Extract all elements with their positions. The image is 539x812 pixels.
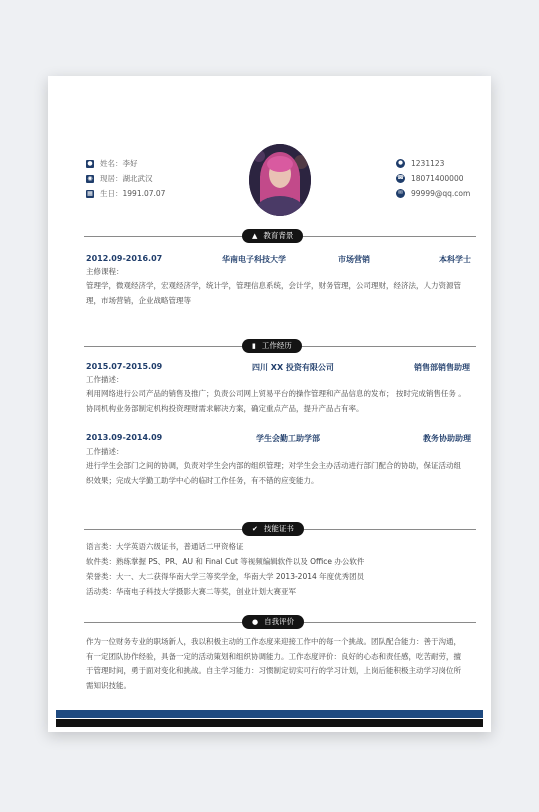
job-period: 2015.07-2015.09 [86, 362, 163, 371]
job-desc-label: 工作描述： [86, 375, 124, 384]
section-title-pill [242, 615, 304, 629]
evaluation-title: 自我评价 [264, 617, 295, 626]
person-icon: ● [252, 618, 259, 626]
home-row [86, 172, 165, 185]
education-title: 教育背景 [263, 231, 294, 240]
name-label: 姓名： [100, 159, 123, 168]
birth-row [86, 187, 165, 200]
footer-bar-blue [56, 710, 483, 718]
personal-info-left [86, 157, 165, 202]
email-row [396, 187, 470, 200]
work-title: 工作经历 [261, 341, 292, 350]
job-period: 2013.09-2014.09 [86, 433, 163, 442]
person-icon: ● [87, 159, 93, 167]
home-value: 湖北武汉 [122, 174, 153, 183]
graduation-cap-icon: ▲ [252, 232, 258, 240]
location-icon: ◉ [87, 174, 93, 182]
qq-row [396, 157, 470, 170]
education-school: 华南电子科技大学 [222, 255, 286, 264]
mail-icon: ✉ [396, 189, 405, 198]
email-value: 99999@qq.com [411, 189, 471, 198]
education-period: 2012.09-2016.07 [86, 254, 163, 263]
education-degree: 本科学士 [439, 255, 471, 264]
home-label: 现居： [100, 174, 123, 183]
footer-bar-black [56, 719, 483, 727]
job-desc-label: 工作描述： [86, 447, 124, 456]
personal-info-right [396, 157, 470, 202]
skills-title: 技能证书 [263, 524, 294, 533]
skill-line: 活动类：华南电子科技大学摄影大赛二等奖，创业计划大赛亚军 [86, 587, 296, 596]
avatar [249, 144, 311, 216]
section-title-pill [242, 522, 304, 536]
education-courses-label: 主修课程： [86, 267, 124, 276]
education-courses: 管理学，微观经济学，宏观经济学，统计学，管理信息系统，会计学，财务管理，公司理财，经济法，人力资源管理，市场营销，企业战略管理等 [86, 281, 461, 305]
birth-label: 生日： [100, 189, 123, 198]
phone-row [396, 172, 470, 185]
birth-value: 1991.07.07 [122, 189, 166, 198]
name-row [86, 157, 165, 170]
education-major: 市场营销 [338, 255, 370, 264]
phone-icon: ☎ [397, 175, 404, 181]
job-company: 学生会勤工助学部 [256, 434, 320, 443]
chat-icon: ● [396, 159, 405, 168]
thumbs-up-icon: ✔ [252, 525, 258, 533]
job-desc: 进行学生会部门之间的协调，负责对学生会内部的组织管理；对学生会主办活动进行部门配合的协助，保证活动组织效果；完成大学勤工助学中心的临时工作任务，有不错的应变能力。 [86, 461, 461, 485]
name-value: 李好 [122, 159, 138, 168]
evaluation-text: 作为一位财务专业的职场新人，我以积极主动的工作态度来迎接工作中的每一个挑战。团队配合能力：善于沟通，有一定团队协作经验，具备一定的活动策划和组织协调能力。工作态度评价：良好的心态和责任感，吃苦耐劳，擅于管理时间，勇于面对变化和挑战。自主学习能力：习惯制定切实可行的学习计划，上岗后能积极主动学习岗位所需知识技能。 [86, 637, 461, 690]
job-role: 教务协助助理 [423, 434, 471, 443]
calendar-icon: ▦ [87, 189, 93, 197]
education-section-header [84, 229, 476, 243]
skill-line: 语言类：大学英语六级证书，普通话二甲资格证 [86, 542, 244, 551]
job-company: 四川 XX 投资有限公司 [252, 363, 334, 372]
phone-value: 18071400000 [411, 174, 464, 183]
job-desc: 利用网络进行公司产品的销售及推广；负责公司网上贸易平台的操作管理和产品信息的发布； 按时完成销售任务 。协同机构业务部制定机构投资理财需求解决方案，确定重点产品，提升产品占有率。 [86, 389, 466, 413]
skill-line: 软件类：熟练掌握 PS、PR、AU 和 Final Cut 等视频编辑软件以及 Office 办公软件 [86, 557, 365, 566]
section-title-pill [242, 339, 302, 353]
skills-section-header [84, 522, 476, 536]
skill-line: 荣誉类：大一、大二获得华南大学三等奖学金，华南大学 2013-2014 年度优秀团员 [86, 572, 365, 581]
section-title-pill [242, 229, 303, 243]
work-section-header [84, 339, 476, 353]
bar-chart-icon: ▮ [252, 342, 256, 350]
qq-value: 1231123 [411, 159, 445, 168]
evaluation-section-header [84, 615, 476, 629]
job-role: 销售部销售助理 [414, 363, 470, 372]
resume-page [48, 76, 491, 732]
